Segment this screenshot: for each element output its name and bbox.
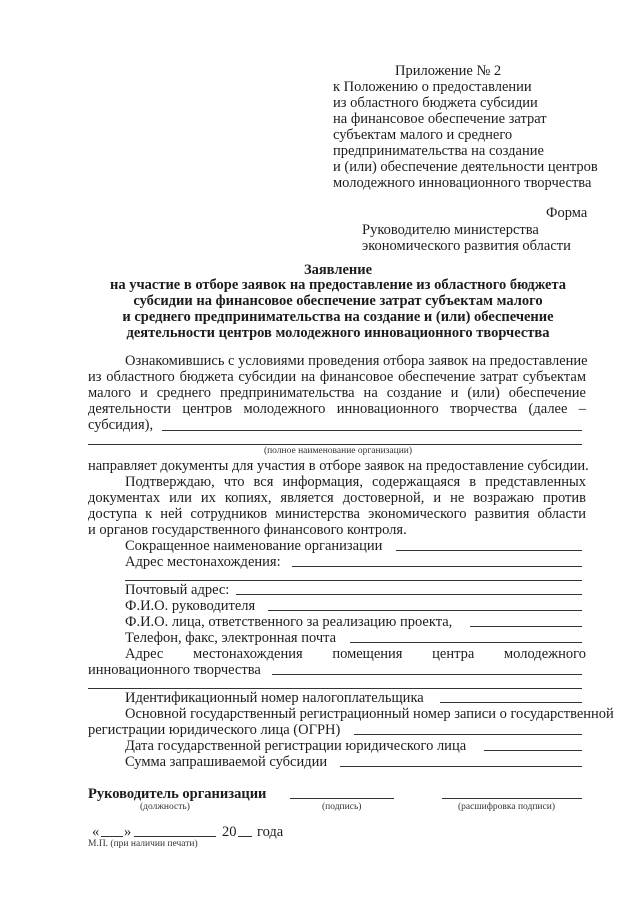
appendix-title: Приложение № 2 <box>395 63 502 79</box>
appendix-line: молодежного инновационного творчества <box>333 175 592 191</box>
org-name-field-2[interactable] <box>88 444 582 445</box>
center-address-label: Адрес местонахождения помещения центра молодежного <box>125 646 586 662</box>
confirm-line: и органов государственного финансового контроля. <box>88 522 407 538</box>
position-caption: (должность) <box>140 802 190 812</box>
ogrn-label-2: регистрации юридического лица (ОГРН) <box>88 722 341 738</box>
reg-date-field[interactable] <box>484 750 582 751</box>
reg-date-label: Дата государственной регистрации юридического лица <box>125 738 467 754</box>
responsible-label: Ф.И.О. лица, ответственного за реализацию проекта, <box>125 614 453 630</box>
intro-line: малого и среднего предпринимательства на создание и (или) обеспечение <box>88 385 586 401</box>
address-field[interactable] <box>292 566 582 567</box>
appendix-line: и (или) обеспечение деятельности центров <box>333 159 598 175</box>
head-name-label: Ф.И.О. руководителя <box>125 598 256 614</box>
appendix-line: на финансовое обеспечение затрат <box>333 111 547 127</box>
head-name-field[interactable] <box>268 610 582 611</box>
responsible-field[interactable] <box>470 626 582 627</box>
statement-title: Заявление <box>303 262 373 278</box>
inn-field[interactable] <box>440 702 582 703</box>
position-field[interactable] <box>290 798 394 799</box>
appendix-line: к Положению о предоставлении <box>333 79 532 95</box>
date-month-field[interactable] <box>134 836 216 837</box>
sign-caption: (подпись) <box>322 802 362 812</box>
heading-line: на участие в отборе заявок на предоставление из областного бюджета <box>109 277 566 293</box>
address-label: Адрес местонахождения: <box>125 554 281 570</box>
addressee-line: экономического развития области <box>362 238 571 254</box>
date-day-field[interactable] <box>101 836 123 837</box>
heading-line: и среднего предпринимательства на создание и (или) обеспечение <box>122 309 554 325</box>
intro-line: субсидия), <box>88 417 154 433</box>
org-name-caption: (полное наименование организации) <box>263 446 413 456</box>
addressee-line: Руководителю министерства <box>362 222 539 238</box>
date-year-field[interactable] <box>238 836 252 837</box>
subsidy-amount-field[interactable] <box>340 766 582 767</box>
confirm-line: доступа к ней сотрудников министерства экономического развития области <box>88 506 586 522</box>
intro-after: направляет документы для участия в отборе заявок на предоставление субсидии. <box>88 458 589 474</box>
intro-line: из областного бюджета субсидии на финансовое обеспечение затрат субъектам <box>88 369 586 385</box>
date-year-suffix: года <box>257 824 284 840</box>
inn-label: Идентификационный номер налогоплательщика <box>125 690 424 706</box>
appendix-line: субъектам малого и среднего <box>333 127 513 143</box>
center-address-field[interactable] <box>272 674 582 675</box>
org-name-field[interactable] <box>162 430 582 431</box>
date-close-quote: » <box>124 824 132 840</box>
heading-line: субсидии на финансовое обеспечение затрат субъектам малого <box>133 293 543 309</box>
ogrn-label: Основной государственный регистрационный номер записи о государственной <box>125 706 614 722</box>
ogrn-field[interactable] <box>354 734 582 735</box>
contacts-label: Телефон, факс, электронная почта <box>125 630 337 646</box>
postal-label: Почтовый адрес: <box>125 582 230 598</box>
appendix-line: из областного бюджета субсидии <box>333 95 538 111</box>
heading-line: деятельности центров молодежного инновационного творчества <box>126 325 550 341</box>
stamp-note: М.П. (при наличии печати) <box>88 839 198 849</box>
confirm-line: Подтверждаю, что вся информация, содержащаяся в представленных <box>125 474 586 490</box>
decode-caption: (расшифровка подписи) <box>458 802 555 812</box>
short-name-label: Сокращенное наименование организации <box>125 538 383 554</box>
postal-field[interactable] <box>236 594 582 595</box>
form-label: Форма <box>546 205 588 221</box>
center-address-field-2[interactable] <box>88 688 582 689</box>
decode-field[interactable] <box>442 798 582 799</box>
intro-line: Ознакомившись с условиями проведения отбора заявок на предоставление <box>125 353 588 369</box>
date-open-quote: « <box>92 824 100 840</box>
center-address-label-2: инновационного творчества <box>88 662 261 678</box>
date-year: 20 <box>222 824 237 840</box>
address-field-2[interactable] <box>125 580 582 581</box>
confirm-line: документах или их копиях, является достоверной, и не возражаю против <box>88 490 586 506</box>
head-title: Руководитель организации <box>88 786 267 802</box>
intro-line: деятельности центров молодежного инновационного творчества (далее – <box>88 401 586 417</box>
appendix-line: предпринимательства на создание <box>333 143 544 159</box>
contacts-field[interactable] <box>350 642 582 643</box>
subsidy-amount-label: Сумма запрашиваемой субсидии <box>125 754 328 770</box>
short-name-field[interactable] <box>396 550 582 551</box>
